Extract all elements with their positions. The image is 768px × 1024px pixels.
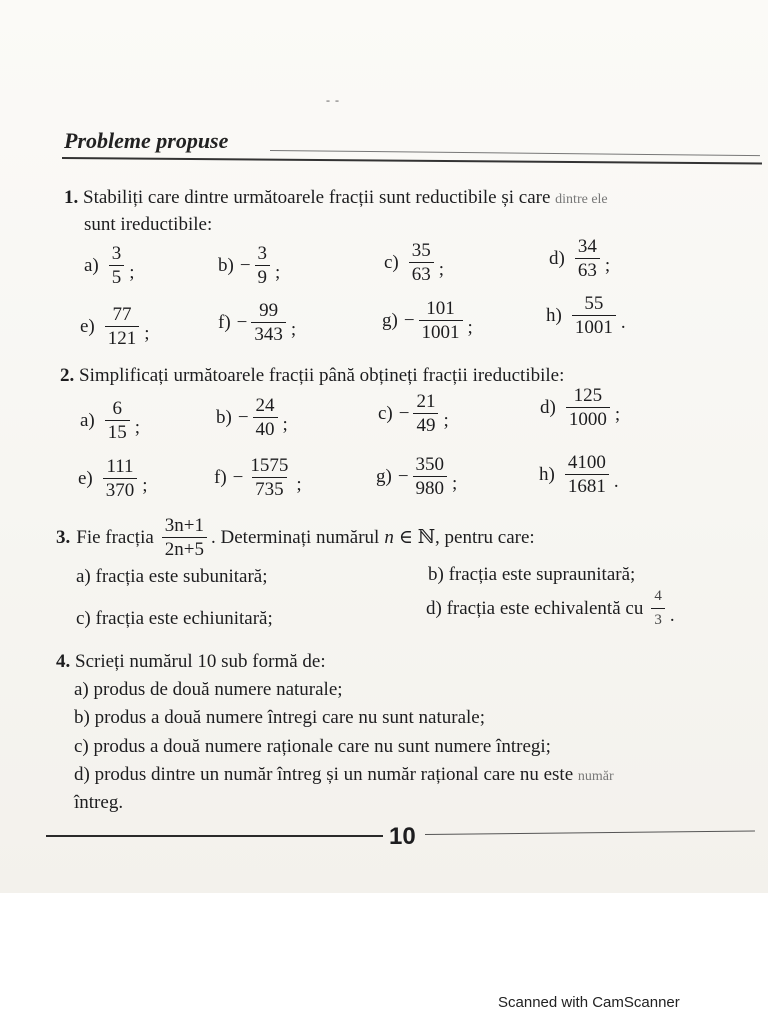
numerator: 111: [106, 456, 134, 477]
item-punct: ;: [275, 261, 281, 283]
item-label: e): [80, 315, 95, 337]
numerator: 77: [112, 304, 132, 325]
numerator: 99: [259, 300, 279, 321]
p2-item-d: [540, 385, 620, 430]
p4-item-a: a) produs de două numere naturale;: [74, 679, 343, 700]
numerator: 3n+1: [164, 515, 205, 536]
numerator: 350: [415, 454, 445, 475]
fraction: [247, 455, 291, 500]
item-punct: ;: [443, 409, 449, 431]
margin-marks: - -: [326, 93, 340, 107]
p1-item-c: [384, 240, 444, 285]
problem-4-text: Scrieți numărul 10 sub formă de:: [75, 651, 326, 672]
numerator: 3: [257, 243, 268, 264]
item-sign: −: [237, 406, 249, 428]
item-label: a): [80, 409, 95, 431]
denominator: 9: [255, 265, 271, 288]
p1-item-g: [382, 298, 473, 343]
item-label: a): [84, 254, 99, 276]
numerator: 34: [577, 236, 597, 257]
denominator: 63: [409, 262, 434, 285]
fraction: [109, 243, 125, 288]
item-sign: −: [236, 311, 248, 333]
p2-item-g: [376, 454, 457, 499]
numerator: 1575: [250, 455, 289, 476]
item-label: d): [540, 396, 556, 418]
fraction: [575, 236, 600, 281]
item-punct: ;: [452, 472, 458, 494]
scanner-watermark: Scanned with CamScanner: [498, 994, 680, 1011]
item-punct: ;: [604, 254, 611, 276]
denominator: 1001: [572, 315, 616, 338]
problem-2-number: 2.: [60, 365, 75, 386]
item-sign: −: [232, 466, 244, 488]
item-punct: ;: [614, 403, 621, 425]
p3-item-c: c) fracția este echiunitară;: [76, 608, 273, 629]
item-punct: .: [669, 604, 675, 626]
item-label: f): [214, 466, 227, 488]
numerator: 4: [654, 588, 662, 604]
numerator: 4100: [567, 452, 606, 473]
p1-item-b: [218, 243, 280, 288]
fraction: [162, 515, 207, 560]
section-title: Probleme propuse: [64, 128, 229, 153]
item-punct: ;: [142, 474, 148, 496]
fraction: [105, 398, 130, 443]
fraction: [413, 391, 438, 436]
numerator: 35: [411, 240, 431, 261]
item-punct: ;: [134, 416, 141, 438]
p4-item-c: c) produs a două numere raționale care nu sunt numere întregi;: [74, 736, 551, 757]
problem-1-number: 1.: [64, 187, 79, 208]
fraction: [409, 240, 434, 285]
problem-3-statement: [56, 515, 535, 560]
item-label: b): [216, 406, 232, 428]
denominator: 121: [105, 326, 140, 349]
item-punct: ;: [282, 413, 288, 435]
item-label: c): [384, 251, 399, 273]
numerator: 6: [112, 398, 123, 419]
page-number: 10: [389, 823, 416, 850]
numerator: 55: [584, 293, 604, 314]
p4-item-d-fade: număr: [577, 769, 614, 784]
problem-3-number: 3.: [56, 526, 71, 548]
item-label: h): [539, 463, 555, 485]
denominator: 1001: [419, 320, 463, 343]
p2-item-a: [80, 398, 140, 443]
numerator: 24: [255, 395, 275, 416]
problem-3-text-c: ∈ ℕ, pentru care:: [398, 527, 535, 548]
problem-1-text-cont: sunt ireductibile:: [84, 214, 213, 235]
p3-item-d: [426, 586, 675, 631]
item-sign: −: [397, 465, 409, 487]
item-label: d): [549, 247, 565, 269]
numerator: 125: [573, 385, 603, 406]
fraction: [105, 304, 140, 349]
denominator: 1000: [566, 407, 610, 430]
p2-item-c: [378, 391, 449, 436]
fraction: [651, 586, 665, 631]
p4-item-b: b) produs a două numere întregi care nu sunt naturale;: [74, 707, 485, 728]
problem-1-statement: [64, 187, 608, 209]
denominator: 370: [103, 478, 138, 501]
numerator: 3: [111, 243, 122, 264]
p1-item-h: [546, 293, 626, 338]
item-sign: −: [239, 254, 251, 276]
problem-2-text: Simplificați următoarele fracții până obțineți fracții ireductibile:: [79, 365, 565, 386]
item-label: e): [78, 467, 93, 489]
fraction: [419, 298, 463, 343]
problem-4-number: 4.: [56, 651, 71, 672]
problem-4-statement: [56, 651, 326, 673]
item-punct: ;: [438, 258, 445, 280]
p4-item-d: [74, 764, 614, 786]
fraction: [565, 452, 609, 497]
item-punct: .: [620, 311, 626, 333]
item-punct: .: [613, 470, 619, 492]
fraction: [253, 395, 278, 440]
p2-item-e: [78, 456, 148, 501]
item-punct: ;: [144, 322, 150, 344]
p1-item-d: [549, 236, 610, 281]
denominator: 63: [575, 258, 600, 281]
denominator: 2n+5: [162, 537, 207, 560]
numerator: 21: [416, 391, 436, 412]
problem-1-text: Stabiliți care dintre următoarele fracții sunt reductibile și care: [83, 187, 551, 208]
item-punct: ;: [290, 318, 297, 340]
fraction: [572, 293, 616, 338]
item-punct: ;: [129, 261, 135, 283]
item-label: g): [382, 309, 398, 331]
numerator: 101: [426, 298, 455, 319]
fraction: [103, 456, 138, 501]
p4-item-d-cont: întreg.: [74, 792, 124, 813]
item-sign: −: [398, 402, 410, 424]
fraction: [255, 243, 271, 288]
p2-item-f: [214, 455, 302, 500]
item-sign: −: [403, 309, 415, 331]
item-label: g): [376, 465, 392, 487]
p1-item-a: [84, 243, 135, 288]
denominator: 40: [253, 417, 278, 440]
denominator: 15: [105, 420, 130, 443]
item-label: b): [218, 254, 234, 276]
p1-item-f: [218, 300, 296, 345]
fraction: [566, 385, 610, 430]
denominator: 3: [651, 608, 665, 631]
denominator: 980: [413, 476, 448, 499]
p4-item-d-text: d) produs dintre un număr întreg și un număr rațional care nu este: [74, 764, 574, 785]
problem-2-statement: [60, 365, 564, 387]
problem-3-text-b: . Determinați numărul: [211, 526, 380, 548]
p2-item-b: [216, 395, 288, 440]
item-label: f): [218, 311, 231, 333]
problem-3-text: Fie fracția: [76, 526, 154, 548]
item-label: c): [378, 402, 393, 424]
fraction: [251, 300, 286, 345]
denominator: 1681: [565, 474, 609, 497]
item-punct: ;: [296, 473, 302, 495]
item-punct: ;: [467, 316, 473, 338]
p1-item-e: [80, 304, 150, 349]
footer-rule-left: [46, 835, 383, 837]
fraction: [413, 454, 448, 499]
denominator: 343: [251, 322, 286, 345]
p3-item-d-text: d) fracția este echivalentă cu: [426, 597, 644, 619]
denominator: 735: [252, 477, 287, 500]
problem-1-text-fade: dintre ele: [555, 192, 608, 207]
p3-item-a: a) fracția este subunitară;: [76, 566, 268, 587]
denominator: 49: [413, 413, 438, 436]
p2-item-h: [539, 452, 619, 497]
variable-n: n: [384, 526, 394, 548]
p3-item-b: b) fracția este supraunitară;: [428, 564, 636, 585]
item-label: h): [546, 304, 562, 326]
denominator: 5: [109, 265, 125, 288]
